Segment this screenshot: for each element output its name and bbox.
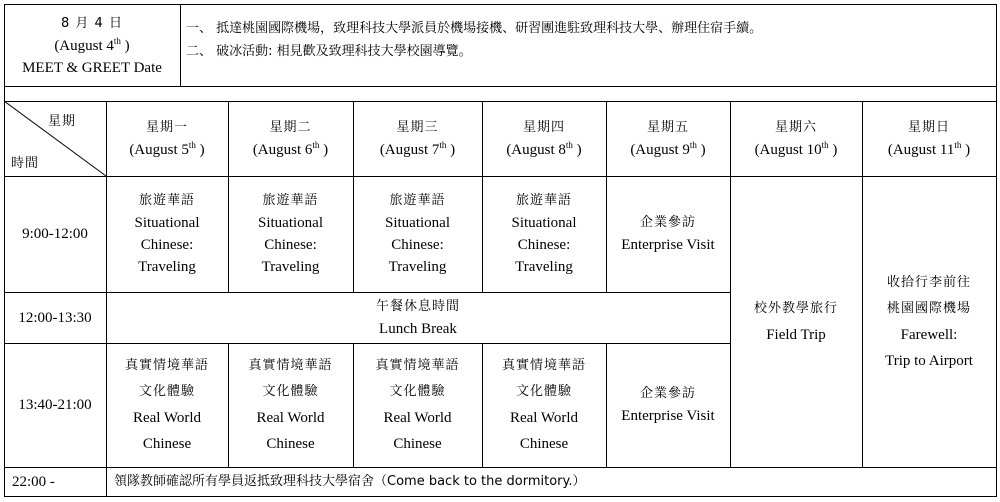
intro-date-en: (August 4th ) xyxy=(54,36,130,54)
intro-item-2: 二、 破冰活動: 相見歡及致理科技大學校園導覽。 xyxy=(186,44,472,59)
morning-cell-mon: 旅遊華語 Situational Chinese: Traveling xyxy=(134,193,200,275)
day-header-sat: 星期六 (August 10th ) xyxy=(754,119,838,158)
gap-right-line xyxy=(996,87,997,101)
corner-weekday-label: 星期 xyxy=(48,114,77,129)
intro-item-1: 一、 抵達桃園國際機場，致理科技大學派員於機場接機、研習團進駐致理科技大學、辦理住宿手續。 xyxy=(186,21,763,36)
afternoon-cell-thu: 真實情境華語 文化體驗 Real World Chinese xyxy=(501,358,586,452)
field-trip-cell: 校外教學旅行 Field Trip xyxy=(753,300,838,343)
farewell-cell: 收拾行李前往 桃園國際機場 Farewell: Trip to Airport xyxy=(885,274,973,369)
morning-cell-fri: 企業參訪 Enterprise Visit xyxy=(621,215,715,253)
afternoon-cell-tue: 真實情境華語 文化體驗 Real World Chinese xyxy=(248,358,333,452)
gap-left-line xyxy=(4,87,5,101)
day-header-thu: 星期四 (August 8th ) xyxy=(506,119,582,158)
day-header-tue: 星期二 (August 6th ) xyxy=(252,119,329,158)
time-night: 22:00 - xyxy=(12,474,55,490)
day-header-wed: 星期三 (August 7th ) xyxy=(379,119,456,158)
time-lunch: 12:00-13:30 xyxy=(18,309,92,326)
day-header-fri: 星期五 (August 9th ) xyxy=(630,119,706,158)
night-cell: 領隊教師確認所有學員返抵致理科技大學宿舍（Come back to the dormitory.） xyxy=(114,474,586,489)
intro-date-cn: 8 月 4 日 xyxy=(61,16,123,31)
morning-cell-tue: 旅遊華語 Situational Chinese: Traveling xyxy=(258,193,323,275)
day-header-mon: 星期一 (August 5th ) xyxy=(129,119,205,158)
day-header-sun: 星期日 (August 11th ) xyxy=(887,119,971,158)
afternoon-cell-fri: 企業參訪 Enterprise Visit xyxy=(621,386,715,424)
lunch-break-cell: 午餐休息時間 Lunch Break xyxy=(375,298,460,337)
time-morning: 9:00-12:00 xyxy=(22,226,88,242)
time-afternoon: 13:40-21:00 xyxy=(18,397,92,413)
corner-time-label: 時間 xyxy=(11,156,40,171)
intro-date-label: MEET & GREET Date xyxy=(22,60,162,76)
morning-cell-wed: 旅遊華語 Situational Chinese: Traveling xyxy=(385,193,450,275)
morning-cell-thu: 旅遊華語 Situational Chinese: Traveling xyxy=(511,193,577,275)
intro-divider xyxy=(180,4,181,87)
afternoon-cell-wed: 真實情境華語 文化體驗 Real World Chinese xyxy=(375,358,460,452)
afternoon-cell-mon: 真實情境華語 文化體驗 Real World Chinese xyxy=(124,358,209,452)
intro-date-cell xyxy=(4,6,180,86)
